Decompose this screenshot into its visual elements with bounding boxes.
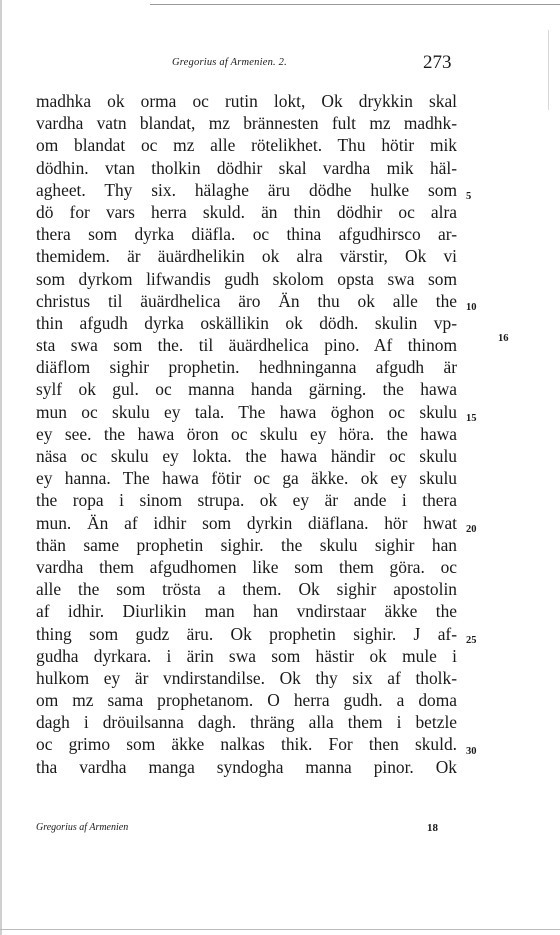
- text-line: madhka ok orma oc rutin lokt, Ok drykkin skal: [36, 91, 457, 111]
- text-line: mun oc skulu ey tala. The hawa öghon oc skulu: [36, 401, 457, 422]
- sheet-number: 18: [427, 822, 438, 834]
- right-margin-mark: [548, 30, 549, 110]
- text-line: dö for vars herra skuld. än thin dödhir oc alra: [36, 201, 457, 222]
- text-line: thin afgudh dyrka oskällikin ok dödh. skulin vp-: [36, 312, 457, 333]
- text-line: vardha them afgudhomen like som them göra. oc: [36, 556, 457, 577]
- page-left-edge: [0, 0, 2, 935]
- text-line: näsa oc skulu ey lokta. the hawa händir oc skulu: [36, 446, 457, 466]
- text-line: gudha dyrkara. i ärin swa som hästir ok mule i: [36, 645, 457, 666]
- text-line: om blandat oc mz alle rötelikhet. Thu hötir mik: [36, 135, 457, 156]
- text-line: mun. Än af idhir som dyrkin diäflana. hör hwat: [36, 512, 457, 533]
- text-line: af idhir. Diurlikin man han vndirstaar äkke the: [36, 601, 457, 622]
- text-line: thän same prophetin sighir. the skulu sighir han: [36, 534, 457, 555]
- page-number: 273: [423, 52, 452, 73]
- text-line: ey see. the hawa öron oc skulu ey höra. the hawa: [36, 423, 457, 444]
- text-line: dödhin. vtan tholkin dödhir skal vardha mik häl-: [36, 157, 457, 178]
- text-line: vardha vatn blandat, mz brännesten fult mz madhk-: [36, 113, 457, 134]
- running-title: Gregorius af Armenien. 2.: [172, 57, 287, 68]
- text-line: alle the som trösta a them. Ok sighir apostolin: [36, 579, 457, 600]
- bottom-rule: [0, 929, 560, 930]
- text-line: tha vardha manga syndogha manna pinor. Ok: [36, 756, 457, 777]
- text-line: diäflom sighir prophetin. hedhninganna afgudh är: [36, 357, 457, 378]
- line-number-30: 30: [466, 746, 477, 757]
- line-number-25: 25: [466, 635, 477, 646]
- text-line: hulkom ey är vndirstandilse. Ok thy six af tholk-: [36, 667, 457, 688]
- text-line: agheet. Thy six. hälaghe äru dödhe hulke som: [36, 179, 457, 200]
- body-text: [36, 90, 457, 778]
- line-number-20: 20: [466, 524, 477, 535]
- text-line: sylf ok gul. oc manna handa gärning. the hawa: [36, 379, 457, 400]
- line-number-15: 15: [466, 413, 477, 424]
- line-number-5: 5: [466, 191, 472, 202]
- text-line: om mz sama prophetanom. O herra gudh. a doma: [36, 690, 457, 711]
- text-line: the ropa i sinom strupa. ok ey är ande i thera: [36, 490, 457, 511]
- text-line: ey hanna. The hawa fötir oc ga äkke. ok ey skulu: [36, 468, 457, 489]
- footer-signature: Gregorius af Armenien: [36, 822, 129, 833]
- line-number-10: 10: [466, 302, 477, 313]
- text-line: oc grimo som äkke nalkas thik. For then skuld.: [36, 734, 457, 755]
- top-rule: [150, 4, 560, 5]
- text-line: sta swa som the. til äuärdhelica pino. Af thinom: [36, 335, 457, 356]
- text-line: themidem. är äuärdhelikin ok alra värstir, Ok vi: [36, 246, 457, 267]
- text-line: thing som gudz äru. Ok prophetin sighir. J af-: [36, 623, 457, 644]
- text-line: christus til äuärdhelica äro Än thu ok alle the: [36, 290, 457, 311]
- text-line: som dyrkom lifwandis gudh skolom opsta swa som: [36, 268, 457, 289]
- text-line: thera som dyrka diäfla. oc thina afgudhirsco ar-: [36, 224, 457, 245]
- text-line: dagh i dröuilsanna dagh. thräng alla them i betzle: [36, 712, 457, 733]
- margin-note: 16: [498, 333, 509, 344]
